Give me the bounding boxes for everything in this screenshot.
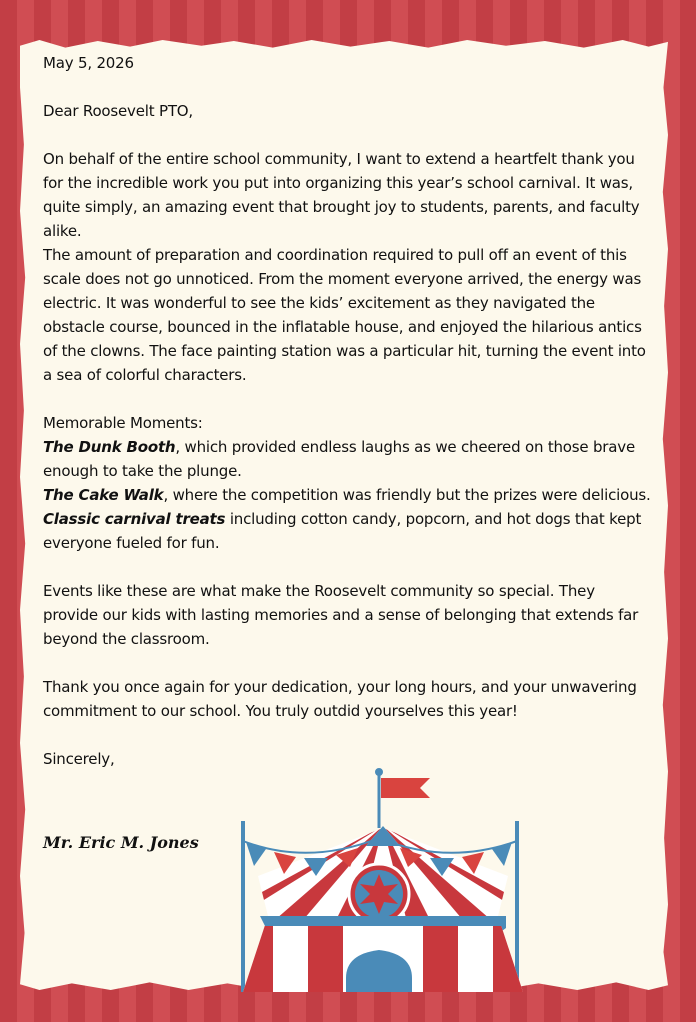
moment-text: including cotton candy, popcorn, and hot dogs that kept everyone fueled for fun.	[43, 510, 642, 552]
letter-date: May 5, 2026	[43, 54, 134, 72]
moment-text: , where the competition was friendly but the prizes were delicious.	[163, 486, 651, 504]
paragraph-1: On behalf of the entire school community, I want to extend a heartfelt thank you for the incredible work you put into organizing this year’s school carnival. It was, quite simply, an amazing event that brought joy to students, parents, and faculty alike.	[43, 150, 640, 240]
paragraph-4: Thank you once again for your dedication, your long hours, and your unwavering commitment to our school. You truly outdid yourselves this year!	[43, 678, 637, 720]
paragraph-2: The amount of preparation and coordination required to pull off an event of this scale does not go unnoticed. From the moment everyone arrived, the energy was electric. It was wonderful to see the kids’ excitement as they navigated the obstacle course, bounced in the inflatable house, and enjoyed the hilarious antics of the clowns. The face painting station was a particular hit, turning the event into a sea of colorful characters.	[43, 246, 646, 384]
moment-title: The Cake Walk	[43, 486, 164, 504]
moment-item	[43, 483, 653, 507]
moment-item	[43, 435, 653, 483]
closing: Sincerely,	[43, 750, 115, 768]
circus-tent-icon	[238, 766, 528, 992]
letter-body	[43, 51, 653, 771]
moments-heading: Memorable Moments:	[43, 414, 203, 432]
moment-item	[43, 507, 653, 555]
signature: Mr. Eric M. Jones	[43, 833, 199, 852]
salutation: Dear Roosevelt PTO,	[43, 102, 193, 120]
moment-text: , which provided endless laughs as we cheered on those brave enough to take the plunge.	[43, 438, 635, 480]
moment-title: Classic carnival treats	[43, 510, 226, 528]
moment-title: The Dunk Booth	[43, 438, 176, 456]
paragraph-3: Events like these are what make the Roosevelt community so special. They provide our kids with lasting memories and a sense of belonging that extends far beyond the classroom.	[43, 582, 639, 648]
